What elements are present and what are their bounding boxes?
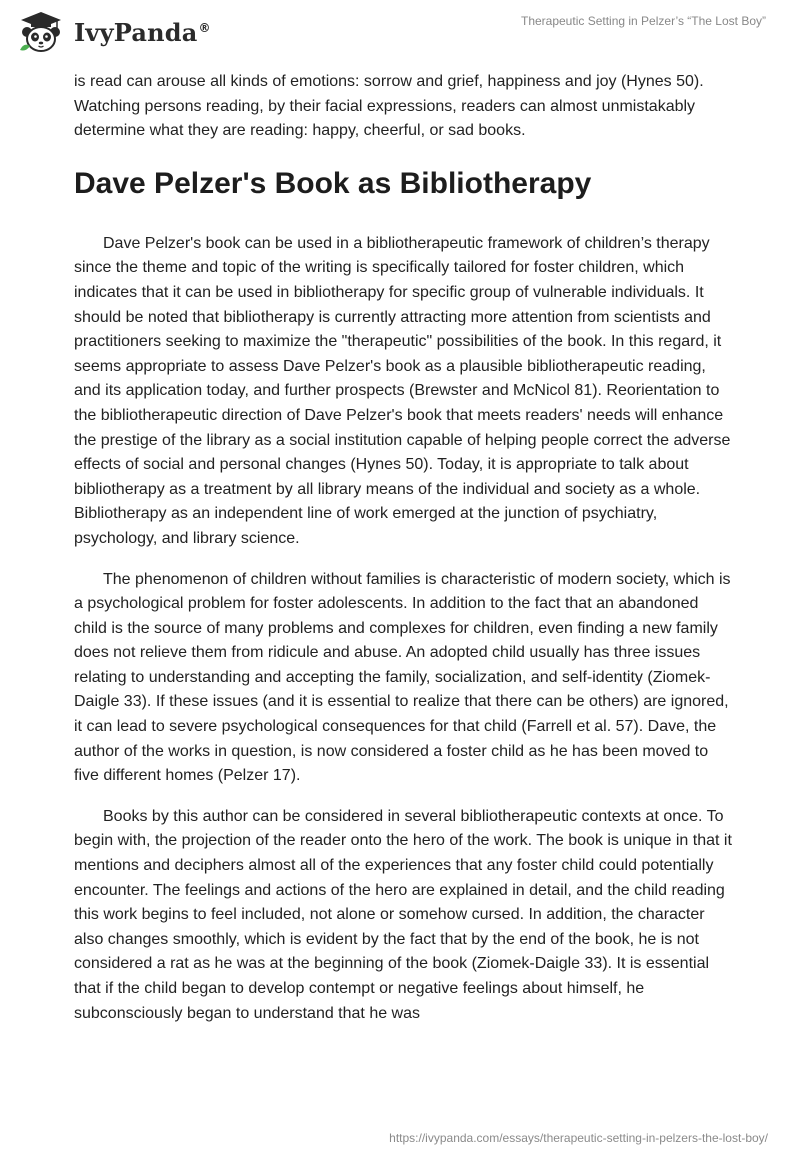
page-header xyxy=(0,0,800,64)
registered-mark: ® xyxy=(198,20,211,35)
section-heading: Dave Pelzer's Book as Bibliotherapy xyxy=(74,166,592,200)
ivypanda-logo[interactable] xyxy=(16,10,211,54)
source-url[interactable]: https://ivypanda.com/essays/therapeutic-setting-in-pelzers-the-lost-boy/ xyxy=(389,1131,768,1145)
brand-name xyxy=(74,18,211,47)
document-title: Therapeutic Setting in Pelzer’s “The Lost Boy” xyxy=(520,14,766,28)
body-paragraph-1: Dave Pelzer's book can be used in a bibliotherapeutic framework of children’s therapy since the theme and topic of the writing is specifically tailored for foster children, which indicates that it can be used in bibliotherapy for specific group of vulnerable individuals. It should be noted that bibliotherapy is currently attracting more attention from scientists and practitioners seeking to maximize the "therapeutic" possibilities of the book. In this regard, it seems appropriate to assess Dave Pelzer's book as a plausible bibliotherapeutic reading, and its application today, and further prospects (Brewster and McNicol 81). Reorientation to the bibliotherapeutic direction of Dave Pelzer's book that meets readers' needs will enhance the prestige of the library as a social institution capable of helping people correct the adverse effects of social and personal changes (Hynes 50). Today, it is appropriate to talk about bibliotherapy as a treatment by all library means of the individual and society as a whole. Bibliotherapy as an independent line of work emerged at the junction of psychiatry, psychology, and library science. xyxy=(74,234,731,547)
body-paragraph-3: Books by this author can be considered in several bibliotherapeutic contexts at once. To begin with, the projection of the reader onto the hero of the work. The book is unique in that it mentions and deciphers almost all of the experiences that any foster child could potentially encounter. The feelings and actions of the hero are explained in detail, and the child reading this work begins to feel included, not alone or somehow cursed. In addition, the character also changes smoothly, which is evident by the fact that by the end of the book, he is not considered a rat as he was at the beginning of the book (Ziomek-Daigle 33). It is essential that if the child began to develop contempt or negative feelings about himself, he subconsciously began to understand that he was xyxy=(74,807,732,1022)
panda-graduate-icon xyxy=(16,10,66,54)
intro-paragraph: is read can arouse all kinds of emotions: sorrow and grief, happiness and joy (Hynes 50). Watching persons reading, by their facial expressions, readers can almost unmistakably determine what they are reading: happy, cheerful, or sad books. xyxy=(74,73,704,140)
body-paragraph-2: The phenomenon of children without families is characteristic of modern society, which is a psychological problem for foster adolescents. In addition to the fact that an abandoned child is the source of many problems and complexes for children, even finding a new family does not relieve them from ridicule and abuse. An adopted child usually has three issues relating to understanding and accepting the family, socialization, and self-identity (Ziomek-Daigle 33). If these issues (and it is essential to realize that there can be others) are ignored, it can lead to severe psychological consequences for that child (Farrell et al. 57). Dave, the author of the works in question, is now considered a foster child as he has been moved to five different homes (Pelzer 17). xyxy=(74,570,731,785)
essay-content xyxy=(74,70,734,1026)
brand-name-text: IvyPanda xyxy=(74,17,198,47)
